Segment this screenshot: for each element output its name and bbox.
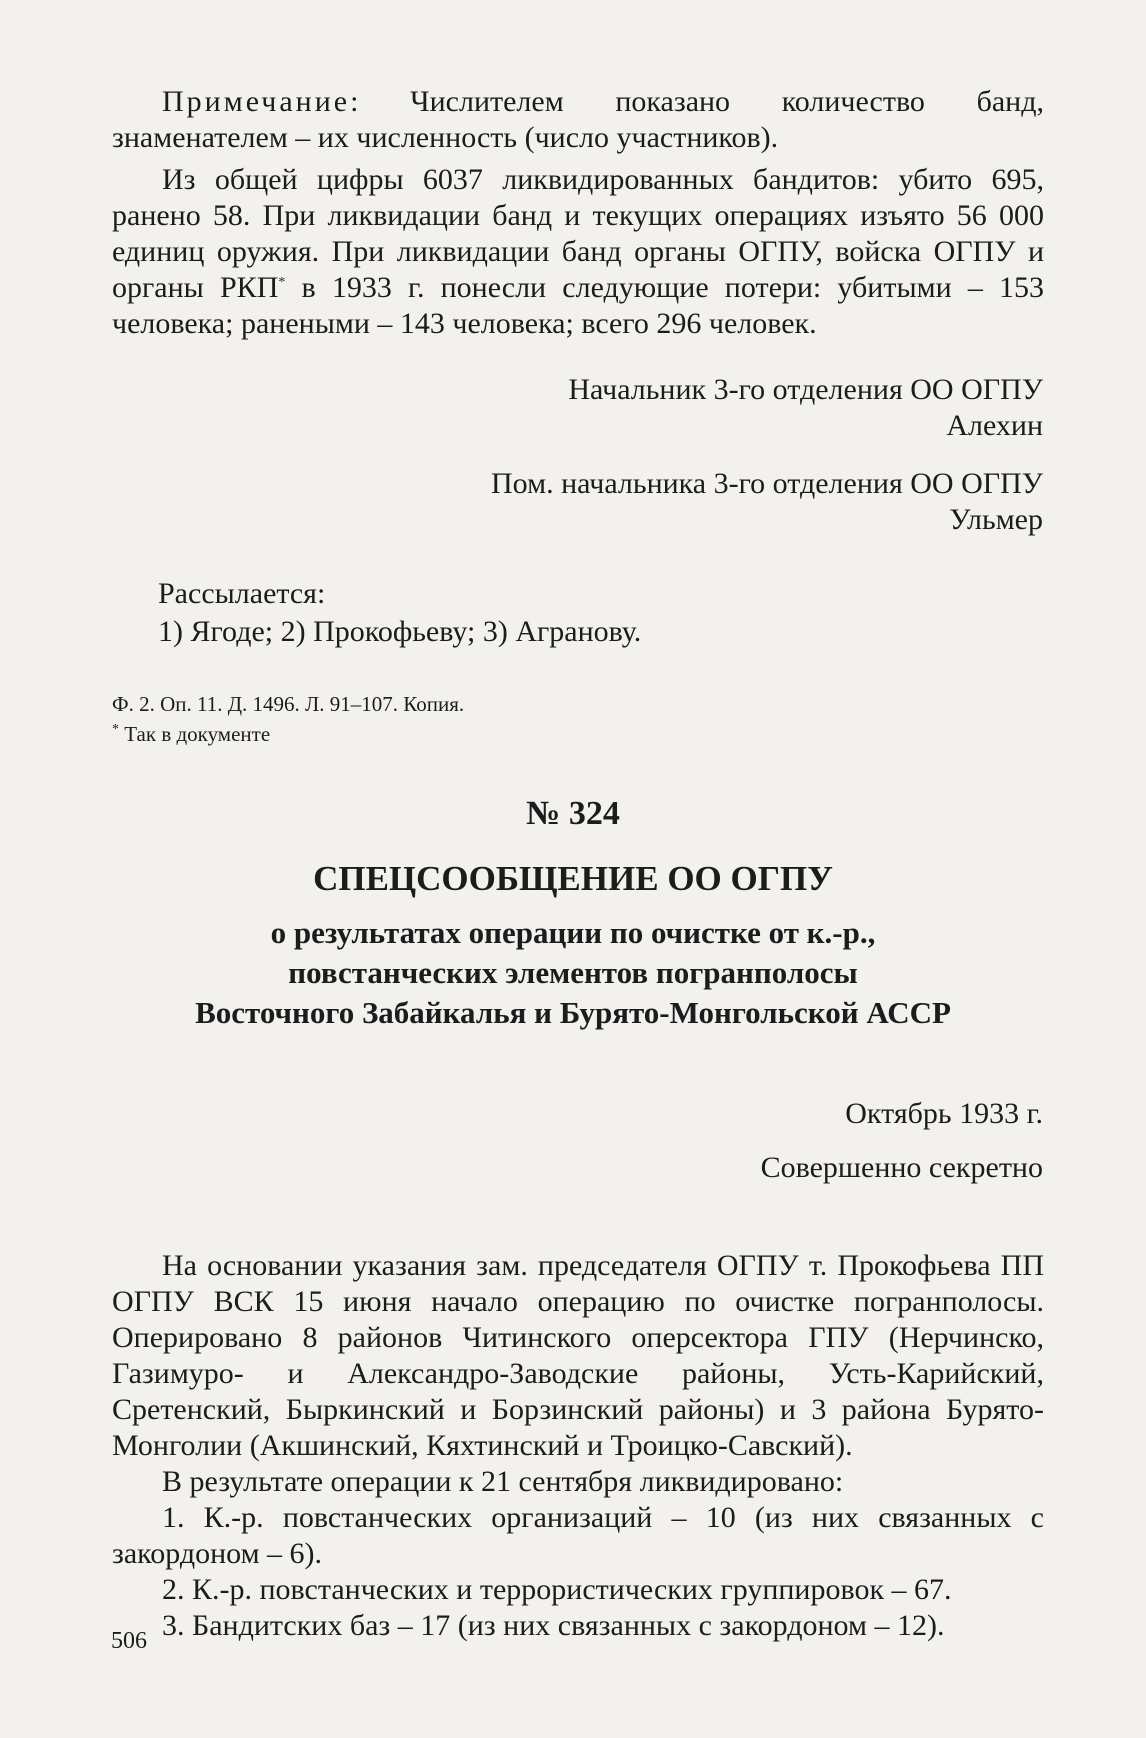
- intro-paragraph: На основании указания зам. председателя ОГПУ т. Прокофьева ПП ОГПУ ВСК 15 июня начало операцию по очистке погранполосы. Оперировано 8 районов Читинского оперсектора ГПУ (Нерчинско, Газимуро- и Александро-Заводские районы, Усть-Карийский, Сретенский, Быркинский и Борзинский районы) и 3 района Бурято-Монголии (Акшинский, Кяхтинский и Троицко-Савский).: [112, 1249, 1044, 1462]
- document-date: Октябрь 1933 г.: [845, 1097, 1043, 1130]
- document-number: № 324: [526, 795, 620, 832]
- signature-position-1: Начальник 3-го отделения ОО ОГПУ: [568, 373, 1043, 406]
- document-type: СПЕЦСООБЩЕНИЕ ОО ОГПУ: [313, 859, 833, 898]
- archive-footnote-text: Так в документе: [119, 722, 271, 746]
- distribution-recipients: 1) Ягоде; 2) Прокофьеву; 3) Агранову.: [158, 615, 642, 648]
- page-number: 506: [111, 1628, 147, 1654]
- document-subtitle-line-1: о результатах операции по очистке от к.-р.,: [270, 915, 876, 950]
- footnote-marker: *: [278, 275, 286, 290]
- document-subtitle-line-2: повстанческих элементов погранполосы: [288, 955, 858, 990]
- result-item-3: 3. Бандитских баз – 17 (из них связанных с закордоном – 12).: [162, 1609, 945, 1642]
- result-item-2: 2. К.-р. повстанческих и террористических группировок – 67.: [162, 1573, 952, 1606]
- note-text: : Числителем показано количество банд, знаменателем – их численность (число участников).: [112, 85, 1044, 154]
- signature-position-2: Пом. начальника 3-го отделения ОО ОГПУ: [491, 467, 1043, 500]
- result-item-1: 1. К.-р. повстанческих организаций – 10 (из них связанных с закордоном – 6).: [112, 1501, 1044, 1570]
- result-lead: В результате операции к 21 сентября ликвидировано:: [162, 1465, 844, 1498]
- note-paragraph: [112, 84, 1044, 156]
- summary-text-part1: Из общей цифры 6037 ликвидированных бандитов: убито 695, ранено 58. При ликвидации банд и текущих операциях изъято 56 000 единиц оружия. При ликвидации банд органы ОГПУ, войска ОГПУ и органы РКП: [112, 163, 1044, 304]
- document-subtitle-line-3: Восточного Забайкалья и Бурято-Монгольской АССР: [195, 995, 951, 1030]
- archive-footnote-mark: *: [112, 722, 119, 737]
- signature-name-2: Ульмер: [949, 503, 1043, 536]
- signature-name-1: Алехин: [946, 409, 1043, 442]
- summary-text-part2: в 1933 г. понесли следующие потери: убитыми – 153 человека; ранеными – 143 человека; всего 296 человек.: [112, 271, 1044, 340]
- document-classification: Совершенно секретно: [760, 1151, 1043, 1184]
- distribution-label: Рассылается:: [158, 577, 326, 610]
- archive-reference: Ф. 2. Оп. 11. Д. 1496. Л. 91–107. Копия.: [112, 692, 465, 716]
- archive-footnote: [112, 721, 270, 747]
- summary-paragraph: [112, 162, 1044, 342]
- note-label: Примечание: [162, 85, 351, 118]
